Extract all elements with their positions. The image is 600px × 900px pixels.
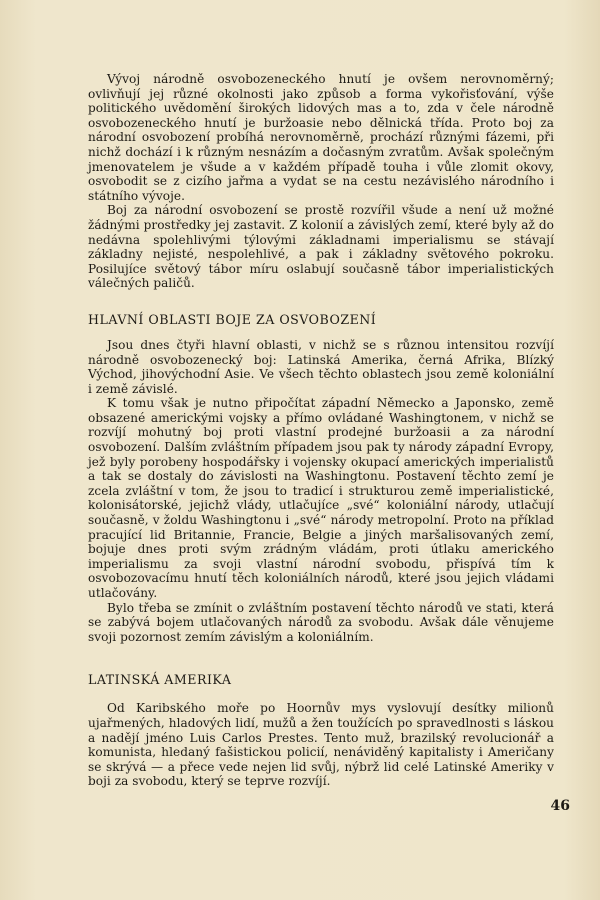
section-heading-latin-america: LATINSKÁ AMERIKA	[88, 672, 232, 688]
section2-paragraph-1: Od Karibského moře po Hoornův mys vyslovují desítky milionů ujařmených, hladových lidí, mužů a žen toužících po spravedlnosti s láskou a nadějí jméno Luis Carlos Prestes. Tento muž, brazilský revolucionář a komunista, hledaný fašistickou policií, nenáviděný kapitalisty i Američany se skrývá — a přece vede nejen lid svůj, nýbrž lid celé Latinské Ameriky v boji za svobodu, který se teprve rozvíjí.	[88, 701, 554, 789]
section1-paragraph-3: Bylo třeba se zmínit o zvláštním postavení těchto národů ve stati, která se zabývá bojem utlačovaných národů za svobodu. Avšak dále věnujeme svoji pozornost zemím závislým a koloniálním.	[88, 600, 554, 644]
page-number: 46	[550, 798, 570, 814]
page-content	[88, 72, 554, 789]
intro-paragraph-1: Vývoj národně osvobozeneckého hnutí je ovšem nerovnoměrný; ovlivňují jej různé okolnosti jako způsob a forma vykořisťování, výše politického uvědomění širokých lidových mas a to, zda v čele národně osvobozeneckého hnutí je buržoasie nebo dělnická třída. Proto boj za národní osvobození probíhá nerovnoměrně, prochází různými fázemi, při nichž dochází i k různým nesnázím a dočasným zvratům. Avšak společným jmenovatelem je všude a v každém případě touha i vůle zlomit okovy, osvobodit se z cizího jařma a vydat se na cestu nezávislého národního i státního vývoje.	[88, 72, 554, 203]
section-heading-main-areas: HLAVNÍ OBLASTI BOJE ZA OSVOBOZENÍ	[88, 311, 377, 327]
intro-paragraph-2: Boj za národní osvobození se prostě rozvířil všude a není už možné žádnými prostředky jej zastavit. Z kolonií a závislých zemí, které byly až do nedávna spolehlivými týlovými základnami imperialismu se stávají základny nejisté, nespolehlivé, a pak i základny světového pokroku. Posilujíce světový tábor míru oslabují současně tábor imperialistických válečných paličů.	[88, 203, 554, 291]
section1-paragraph-2: K tomu však je nutno připočítat západní Německo a Japonsko, země obsazené americkými vojsky a přímo ovládané Washingtonem, v nichž se rozvíjí mohutný boj proti vlastní prodejné buržoasii a za národní osvobození. Dalším zvláštním případem jsou pak ty národy západní Evropy, jež byly porobeny hospodářsky i vojensky okupací amerických imperialistů a tak se dostaly do závislosti na Washingtonu. Postavení těchto zemí je zcela zvláštní v tom, že jsou to tradicí i strukturou země imperialistické, kolonisátorské, jejichž vlády, utlačujíce „své“ koloniální národy, utlačují současně, v žoldu Washingtonu i „své“ národy metropolní. Proto na příklad pracující lid Britannie, Francie, Belgie a jiných maršalisovaných zemí, bojuje dnes proti svým zrádným vládám, proti útlaku amerického imperialismu za svoji vlastní národní svobodu, přispívá tím k osvobozovacímu hnutí těch koloniálních národů, které jsou jejich vládami utlačovány.	[88, 396, 554, 600]
section1-paragraph-1: Jsou dnes čtyři hlavní oblasti, v nichž se s různou intensitou rozvíjí národně osvobozenecký boj: Latinská Amerika, černá Afrika, Blízký Východ, jihovýchodní Asie. Ve všech těchto oblastech jsou země koloniální i země závislé.	[88, 337, 554, 396]
